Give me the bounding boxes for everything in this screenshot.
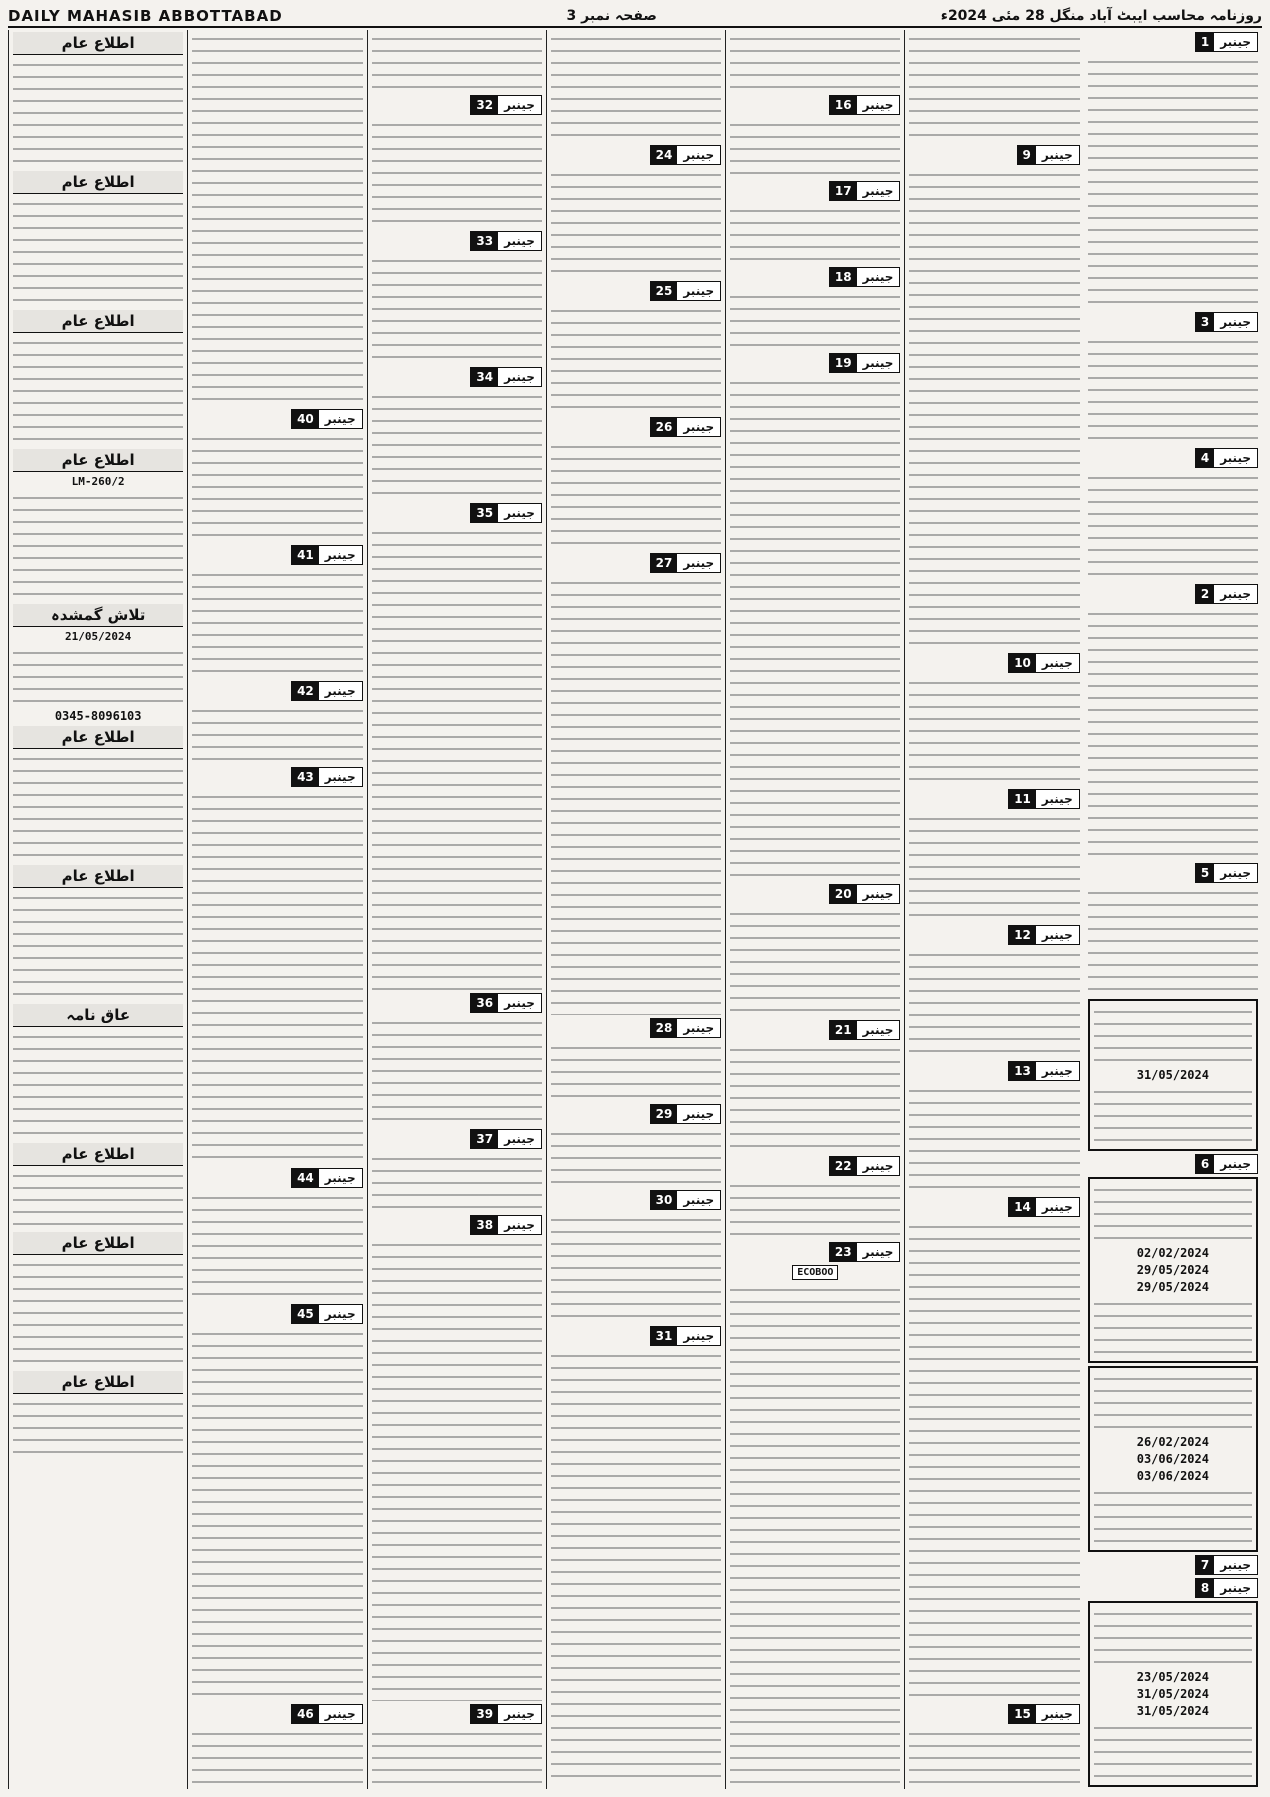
notice-number-label	[829, 95, 901, 115]
column-col3	[725, 30, 904, 1789]
notice-number-label	[1008, 653, 1080, 673]
notice-number-label	[1195, 312, 1258, 332]
notice-number: 9	[1018, 146, 1036, 164]
body-text-block	[730, 1179, 900, 1239]
body-text-block	[551, 304, 721, 414]
notice-word: جینبر	[677, 1191, 720, 1209]
notice-number: 39	[471, 1705, 498, 1723]
column-col5	[367, 30, 546, 1789]
notice-word: جینبر	[857, 1021, 900, 1039]
notice-word: جینبر	[857, 354, 900, 372]
notice-number-label	[650, 145, 722, 165]
body-text-block	[551, 1213, 721, 1323]
body-text-block	[192, 1327, 362, 1701]
notice-number-label	[1195, 32, 1258, 52]
notice-number-label	[829, 884, 901, 904]
body-text-block	[1094, 1486, 1252, 1546]
body-text-block	[372, 32, 542, 92]
notice-word: جینبر	[498, 504, 541, 522]
court-notice-box	[1088, 999, 1258, 1151]
notice-number: 21	[830, 1021, 857, 1039]
notice-word: جینبر	[319, 546, 362, 564]
notice-number-label	[291, 767, 363, 787]
body-text-block	[909, 676, 1079, 786]
notice-number: 8	[1196, 1579, 1214, 1597]
notice-number-label	[1008, 789, 1080, 809]
notice-number: 35	[471, 504, 498, 522]
body-text-block	[730, 118, 900, 178]
hearing-date: 23/05/2024	[1136, 1670, 1209, 1684]
notice-number: 38	[471, 1216, 498, 1234]
body-text-block	[730, 1283, 900, 1788]
notice-number-label	[650, 417, 722, 437]
notice-number-label	[829, 1242, 901, 1262]
notice-number-label	[1008, 1197, 1080, 1217]
ad-tag: ECOBOO	[792, 1265, 838, 1280]
notice-number-label	[291, 1304, 363, 1324]
body-text-block	[909, 812, 1079, 922]
body-text-block	[909, 948, 1079, 1058]
notice-word: جینبر	[319, 1169, 362, 1187]
notice-number: 23	[830, 1243, 857, 1261]
notice-word: جینبر	[677, 282, 720, 300]
body-text-block	[192, 1727, 362, 1787]
date-line: روزنامہ محاسب ایبٹ آباد منگل 28 مئی 2024ء	[940, 8, 1262, 24]
classified-heading: تلاش گمشدہ	[13, 604, 183, 627]
body-text-block	[1088, 471, 1258, 581]
notice-word: جینبر	[1036, 926, 1079, 944]
notice-word: جینبر	[1214, 864, 1257, 882]
reference-code: LM-260/2	[71, 475, 125, 488]
body-text-block	[13, 646, 183, 706]
notice-number: 1	[1196, 33, 1214, 51]
classified-heading: اطلاع عام	[13, 865, 183, 888]
notice-number: 28	[651, 1019, 678, 1037]
hearing-date: 03/06/2024	[1136, 1469, 1209, 1483]
notice-number: 11	[1009, 790, 1036, 808]
masthead	[8, 6, 1262, 28]
notice-number-label	[291, 545, 363, 565]
notice-number: 30	[651, 1191, 678, 1209]
hearing-date: 31/05/2024	[1136, 1068, 1209, 1082]
notice-word: جینبر	[677, 554, 720, 572]
notice-number: 44	[292, 1169, 319, 1187]
classified-heading: اطلاع عام	[13, 310, 183, 333]
hearing-date: 03/06/2024	[1136, 1452, 1209, 1466]
notice-word: جینبر	[1036, 1062, 1079, 1080]
body-text-block	[372, 1152, 542, 1212]
notice-word: جینبر	[1214, 313, 1257, 331]
notice-word: جینبر	[1214, 585, 1257, 603]
body-text-block	[372, 526, 542, 990]
notice-word: جینبر	[498, 232, 541, 250]
body-text-block	[730, 32, 900, 92]
body-text-block	[730, 204, 900, 264]
classified-heading: اطلاع عام	[13, 1232, 183, 1255]
body-text-block	[551, 32, 721, 142]
notice-word: جینبر	[498, 368, 541, 386]
notice-word: جینبر	[498, 96, 541, 114]
notice-number-label	[1008, 1704, 1080, 1724]
body-text-block	[1088, 607, 1258, 861]
body-text-block	[372, 1016, 542, 1126]
notice-number-label	[829, 181, 901, 201]
notice-number-label	[829, 1156, 901, 1176]
body-text-block	[372, 118, 542, 228]
body-text-block	[13, 1258, 183, 1368]
body-text-block	[13, 197, 183, 307]
columns-area	[8, 30, 1262, 1789]
hearing-date: 29/05/2024	[1136, 1280, 1209, 1294]
notice-word: جینبر	[319, 410, 362, 428]
notice-number: 34	[471, 368, 498, 386]
notice-word: جینبر	[319, 768, 362, 786]
notice-word: جینبر	[1036, 654, 1079, 672]
notice-word: جینبر	[1214, 33, 1257, 51]
body-text-block	[730, 907, 900, 1017]
body-text-block	[1088, 335, 1258, 445]
column-col1	[1084, 30, 1262, 1789]
notice-word: جینبر	[319, 682, 362, 700]
notice-number: 27	[651, 554, 678, 572]
notice-number: 3	[1196, 313, 1214, 331]
notice-number: 25	[651, 282, 678, 300]
column-col4	[546, 30, 725, 1789]
notice-number: 31	[651, 1327, 678, 1345]
notice-number-label	[650, 553, 722, 573]
body-text-block	[909, 1084, 1079, 1194]
notice-number: 12	[1009, 926, 1036, 944]
notice-number-label	[1017, 145, 1080, 165]
body-text-block	[372, 254, 542, 364]
notice-word: جینبر	[857, 182, 900, 200]
column-col7	[8, 30, 187, 1789]
notice-number-label	[470, 1129, 542, 1149]
notice-number-label	[470, 367, 542, 387]
notice-word: جینبر	[677, 1105, 720, 1123]
notice-number: 46	[292, 1705, 319, 1723]
notice-number-label	[650, 1104, 722, 1124]
notice-word: جینبر	[677, 418, 720, 436]
body-text-block	[1088, 55, 1258, 309]
notice-number: 6	[1196, 1155, 1214, 1173]
notice-number: 7	[1196, 1556, 1214, 1574]
notice-number: 40	[292, 410, 319, 428]
notice-word: جینبر	[857, 96, 900, 114]
notice-number-label	[470, 1215, 542, 1235]
body-text-block	[13, 752, 183, 862]
classified-heading: اطلاع عام	[13, 449, 183, 472]
notice-number-label	[1008, 925, 1080, 945]
body-text-block	[192, 432, 362, 542]
classified-heading: اطلاع عام	[13, 726, 183, 749]
notice-number: 20	[830, 885, 857, 903]
body-text-block	[192, 1191, 362, 1301]
column-col2	[904, 30, 1083, 1789]
notice-number: 5	[1196, 864, 1214, 882]
hearing-date: 02/02/2024	[1136, 1246, 1209, 1260]
notice-number: 10	[1009, 654, 1036, 672]
body-text-block	[13, 1030, 183, 1140]
notice-number-label	[291, 409, 363, 429]
court-notice-box	[1088, 1366, 1258, 1552]
notice-number-label	[1195, 1578, 1258, 1598]
notice-number-label	[650, 1190, 722, 1210]
hearing-date: 31/05/2024	[1136, 1704, 1209, 1718]
notice-word: جینبر	[677, 146, 720, 164]
notice-word: جینبر	[1036, 790, 1079, 808]
notice-number: 4	[1196, 449, 1214, 467]
notice-number: 16	[830, 96, 857, 114]
notice-number-label	[291, 1168, 363, 1188]
phone-number: 0345-8096103	[54, 709, 142, 723]
body-text-block	[372, 1727, 542, 1787]
notice-number-label	[1195, 584, 1258, 604]
notice-number: 32	[471, 96, 498, 114]
body-text-block	[1094, 1721, 1252, 1781]
notice-number: 24	[651, 146, 678, 164]
body-text-block	[909, 32, 1079, 142]
body-text-block	[1094, 1005, 1252, 1065]
body-text-block	[551, 1349, 721, 1788]
body-text-block	[1094, 1297, 1252, 1357]
notice-word: جینبر	[1214, 1579, 1257, 1597]
notice-number: 13	[1009, 1062, 1036, 1080]
notice-number-label	[829, 353, 901, 373]
body-text-block	[730, 1043, 900, 1153]
notice-number-label	[1195, 863, 1258, 883]
body-text-block	[1094, 1085, 1252, 1145]
body-text-block	[372, 390, 542, 500]
body-text-block	[1094, 1607, 1252, 1667]
notice-word: جینبر	[677, 1327, 720, 1345]
hearing-date: 29/05/2024	[1136, 1263, 1209, 1277]
body-text-block	[192, 790, 362, 1164]
notice-word: جینبر	[1214, 1155, 1257, 1173]
body-text-block	[13, 58, 183, 168]
hearing-date: 26/02/2024	[1136, 1435, 1209, 1449]
notice-word: جینبر	[1036, 1705, 1079, 1723]
notice-number-label	[1195, 1154, 1258, 1174]
notice-number: 22	[830, 1157, 857, 1175]
notice-number-label	[470, 231, 542, 251]
notice-number-label	[829, 267, 901, 287]
notice-word: جینبر	[1036, 1198, 1079, 1216]
notice-number: 14	[1009, 1198, 1036, 1216]
classified-heading: عاق نامہ	[13, 1004, 183, 1027]
body-text-block	[372, 1238, 542, 1702]
body-text-block	[1094, 1372, 1252, 1432]
body-text-block	[909, 1727, 1079, 1787]
notice-number-label	[470, 95, 542, 115]
notice-word: جینبر	[1214, 1556, 1257, 1574]
notice-word: جینبر	[498, 994, 541, 1012]
body-text-block	[13, 491, 183, 601]
notice-number: 43	[292, 768, 319, 786]
notice-number: 42	[292, 682, 319, 700]
notice-number-label	[650, 1326, 722, 1346]
notice-number-label	[470, 993, 542, 1013]
body-text-block	[551, 576, 721, 1015]
classified-heading: اطلاع عام	[13, 1371, 183, 1394]
notice-word: جینبر	[319, 1305, 362, 1323]
notice-number-label	[470, 503, 542, 523]
notice-number: 29	[651, 1105, 678, 1123]
body-text-block	[192, 568, 362, 678]
body-text-block	[13, 1169, 183, 1229]
notice-word: جینبر	[857, 885, 900, 903]
notice-number-label	[829, 1020, 901, 1040]
body-text-block	[551, 168, 721, 278]
notice-number: 18	[830, 268, 857, 286]
notice-number-label	[650, 1018, 722, 1038]
notice-number: 15	[1009, 1705, 1036, 1723]
notice-number-label	[291, 1704, 363, 1724]
court-notice-box	[1088, 1177, 1258, 1363]
notice-number: 26	[651, 418, 678, 436]
notice-number: 2	[1196, 585, 1214, 603]
notice-number-label	[1195, 1555, 1258, 1575]
notice-word: جینبر	[498, 1130, 541, 1148]
notice-word: جینبر	[1214, 449, 1257, 467]
body-text-block	[909, 168, 1079, 650]
notice-number-label	[650, 281, 722, 301]
notice-word: جینبر	[498, 1705, 541, 1723]
body-text-block	[192, 32, 362, 406]
notice-number-label	[291, 681, 363, 701]
notice-number: 45	[292, 1305, 319, 1323]
classified-heading: اطلاع عام	[13, 32, 183, 55]
body-text-block	[909, 1220, 1079, 1702]
body-text-block	[13, 891, 183, 1001]
notice-word: جینبر	[319, 1705, 362, 1723]
notice-word: جینبر	[1036, 146, 1079, 164]
hearing-date: 31/05/2024	[1136, 1687, 1209, 1701]
notice-number: 41	[292, 546, 319, 564]
notice-number-label	[470, 1704, 542, 1724]
body-text-block	[730, 376, 900, 881]
notice-word: جینبر	[857, 1243, 900, 1261]
page-number: صفحہ نمبر 3	[566, 8, 657, 24]
body-text-block	[551, 1127, 721, 1187]
notice-number: 19	[830, 354, 857, 372]
body-text-block	[13, 336, 183, 446]
body-text-block	[13, 1397, 183, 1457]
notice-word: جینبر	[498, 1216, 541, 1234]
paper-name: DAILY MAHASIB ABBOTTABAD	[8, 7, 283, 25]
body-text-block	[551, 440, 721, 550]
reference-code: 21/05/2024	[65, 630, 132, 643]
column-col6	[187, 30, 366, 1789]
court-notice-box	[1088, 1601, 1258, 1787]
notice-number: 33	[471, 232, 498, 250]
body-text-block	[192, 704, 362, 764]
notice-word: جینبر	[677, 1019, 720, 1037]
notice-number: 37	[471, 1130, 498, 1148]
notice-word: جینبر	[857, 1157, 900, 1175]
body-text-block	[1088, 886, 1258, 996]
body-text-block	[551, 1041, 721, 1101]
notice-number-label	[1195, 448, 1258, 468]
body-text-block	[1094, 1183, 1252, 1243]
notice-number: 17	[830, 182, 857, 200]
classified-heading: اطلاع عام	[13, 1143, 183, 1166]
notice-word: جینبر	[857, 268, 900, 286]
notice-number-label	[1008, 1061, 1080, 1081]
notice-number: 36	[471, 994, 498, 1012]
body-text-block	[730, 290, 900, 350]
classified-heading: اطلاع عام	[13, 171, 183, 194]
